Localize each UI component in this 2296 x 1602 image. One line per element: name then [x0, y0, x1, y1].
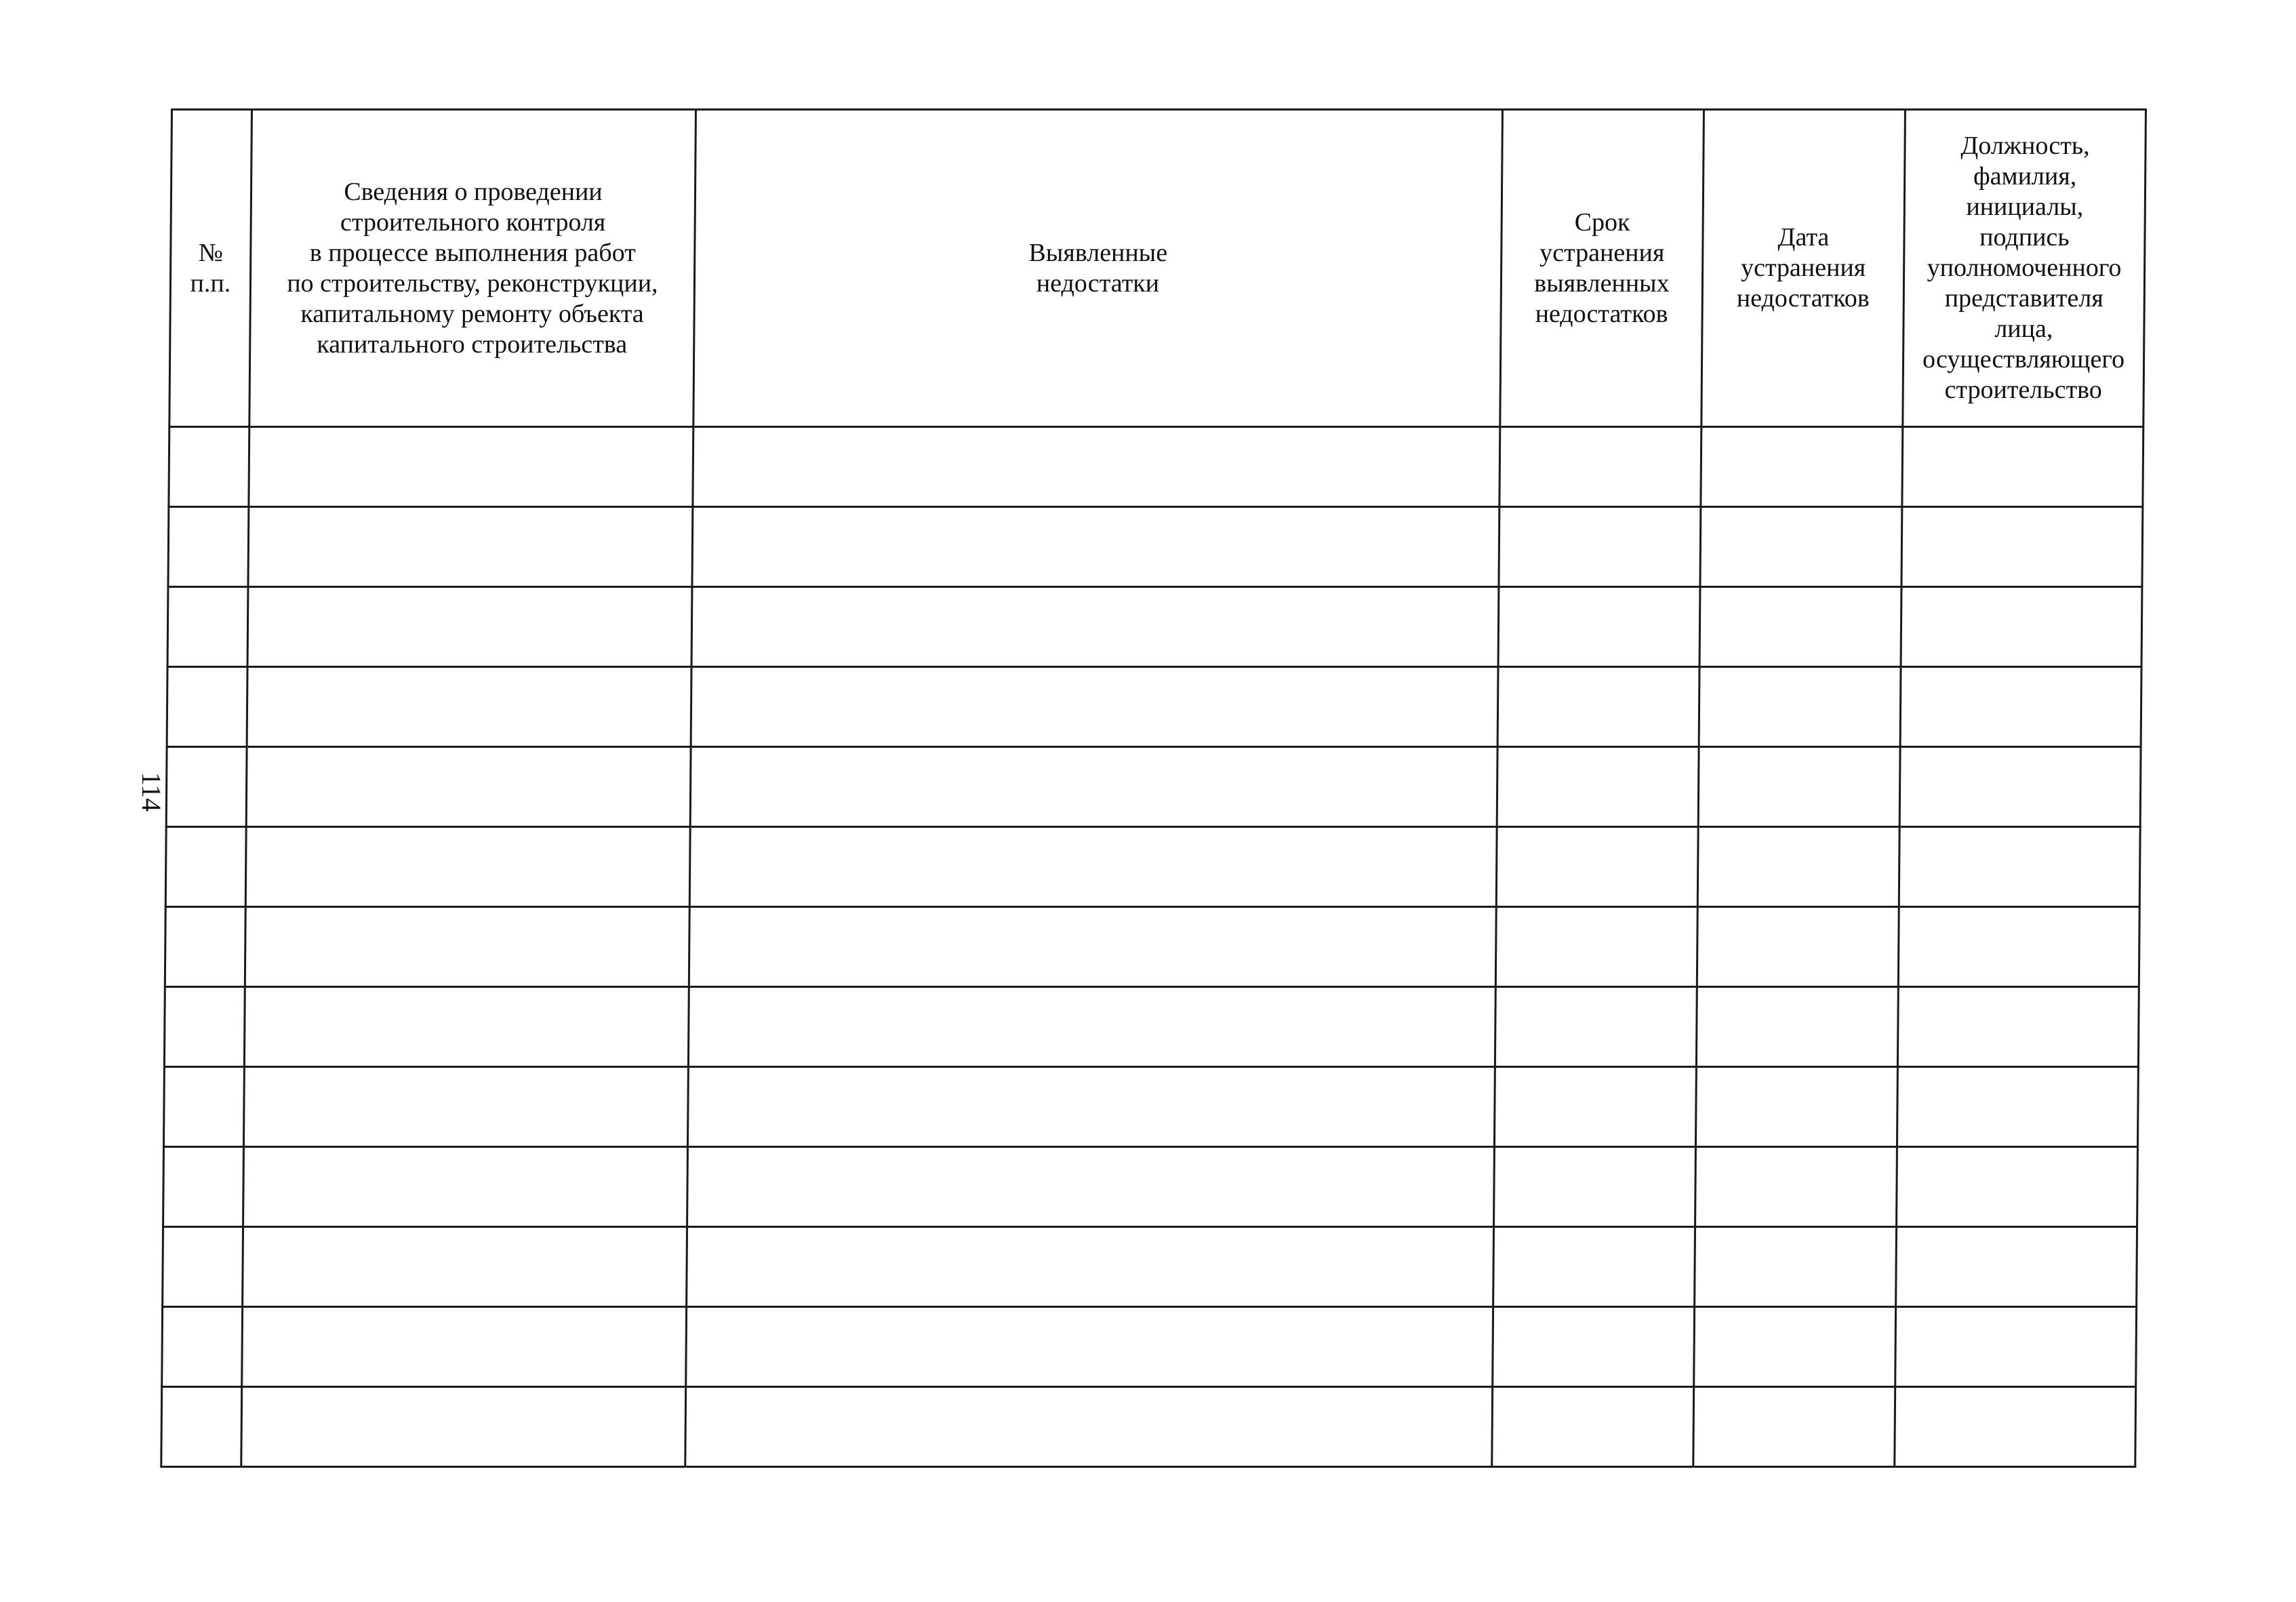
cell-row-number: [166, 747, 247, 827]
cell-inspection-info: [247, 587, 692, 667]
table-row: [161, 1387, 2136, 1467]
cell-inspection-info: [245, 907, 689, 987]
cell-identified-defects: [693, 427, 1500, 507]
cell-elimination-date: [1701, 427, 1903, 507]
cell-row-number: [168, 507, 249, 587]
header-elimination-date: Дата устранения недостатков: [1701, 110, 1906, 427]
table-row: [169, 427, 2143, 507]
header-elimination-deadline: Срок устранения выявленных недостатков: [1500, 110, 1704, 427]
cell-elimination-date: [1694, 1307, 1896, 1387]
table-row: [163, 1067, 2138, 1147]
table-row: [167, 587, 2142, 667]
cell-row-number: [164, 987, 245, 1067]
cell-inspection-info: [243, 1147, 688, 1227]
header-inspection-info: Сведения о проведении строительного контроля в процессе выполнения работ по строительству, реконструкции, капитальному ремонту объекта капитального строительства: [249, 110, 696, 427]
cell-elimination-date: [1696, 987, 1898, 1067]
table-row: [162, 1307, 2137, 1387]
cell-elimination-deadline: [1495, 987, 1697, 1067]
cell-elimination-date: [1697, 827, 1899, 907]
cell-representative-signature: [1898, 907, 2139, 987]
cell-row-number: [167, 587, 248, 667]
table-row: [163, 1147, 2138, 1227]
cell-row-number: [163, 1147, 244, 1227]
cell-inspection-info: [243, 1227, 687, 1307]
table-body: [161, 427, 2143, 1467]
cell-elimination-date: [1699, 587, 1901, 667]
cell-row-number: [165, 907, 245, 987]
cell-elimination-deadline: [1498, 587, 1700, 667]
cell-inspection-info: [246, 747, 691, 827]
cell-elimination-date: [1695, 1227, 1897, 1307]
cell-elimination-date: [1700, 507, 1902, 587]
cell-inspection-info: [244, 987, 689, 1067]
cell-elimination-deadline: [1492, 1387, 1694, 1467]
header-row-number: № п.п.: [169, 110, 252, 427]
cell-elimination-date: [1699, 667, 1901, 747]
cell-representative-signature: [1895, 1307, 2137, 1387]
table-header-row: [169, 110, 2146, 427]
cell-elimination-deadline: [1494, 1067, 1696, 1147]
cell-inspection-info: [247, 667, 691, 747]
cell-identified-defects: [689, 827, 1497, 907]
cell-elimination-deadline: [1499, 507, 1701, 587]
cell-row-number: [165, 827, 246, 907]
cell-elimination-deadline: [1497, 667, 1699, 747]
cell-representative-signature: [1901, 587, 2142, 667]
table-row: [166, 747, 2141, 827]
cell-representative-signature: [1902, 427, 2143, 507]
cell-inspection-info: [249, 427, 693, 507]
cell-inspection-info: [241, 1387, 686, 1467]
cell-elimination-deadline: [1495, 907, 1697, 987]
cell-inspection-info: [248, 507, 693, 587]
cell-representative-signature: [1901, 507, 2143, 587]
inspection-register-table: [160, 108, 2147, 1468]
cell-identified-defects: [691, 667, 1498, 747]
header-identified-defects: Выявленные недостатки: [693, 110, 1503, 427]
cell-identified-defects: [687, 1147, 1495, 1227]
cell-inspection-info: [245, 827, 690, 907]
cell-representative-signature: [1897, 1147, 2138, 1227]
cell-elimination-deadline: [1493, 1227, 1695, 1307]
cell-representative-signature: [1899, 827, 2140, 907]
table-row: [163, 1227, 2137, 1307]
cell-elimination-date: [1695, 1147, 1897, 1227]
cell-identified-defects: [690, 747, 1497, 827]
cell-representative-signature: [1899, 747, 2141, 827]
cell-row-number: [162, 1307, 243, 1387]
table-row: [164, 987, 2139, 1067]
cell-elimination-deadline: [1493, 1307, 1695, 1387]
cell-row-number: [163, 1227, 243, 1307]
cell-elimination-deadline: [1494, 1147, 1696, 1227]
header-representative-signature: Должность, фамилия, инициалы, подпись уполномоченного представителя лица, осуществляющего строительство: [1903, 110, 2146, 427]
table-row: [165, 907, 2139, 987]
cell-identified-defects: [687, 1067, 1495, 1147]
cell-elimination-deadline: [1497, 747, 1699, 827]
cell-inspection-info: [242, 1307, 687, 1387]
cell-representative-signature: [1895, 1387, 2136, 1467]
cell-row-number: [163, 1067, 244, 1147]
cell-elimination-deadline: [1499, 427, 1701, 507]
page-number: 114: [136, 772, 167, 812]
cell-elimination-date: [1693, 1387, 1895, 1467]
cell-representative-signature: [1900, 667, 2141, 747]
cell-representative-signature: [1897, 1067, 2138, 1147]
cell-elimination-date: [1698, 747, 1900, 827]
cell-identified-defects: [687, 1227, 1494, 1307]
cell-representative-signature: [1896, 1227, 2137, 1307]
cell-identified-defects: [686, 1307, 1493, 1387]
cell-elimination-date: [1695, 1067, 1897, 1147]
cell-identified-defects: [691, 587, 1499, 667]
cell-representative-signature: [1897, 987, 2139, 1067]
table-row: [167, 667, 2141, 747]
cell-identified-defects: [685, 1387, 1493, 1467]
table-row: [168, 507, 2143, 587]
table-row: [165, 827, 2140, 907]
cell-identified-defects: [688, 987, 1495, 1067]
cell-elimination-date: [1697, 907, 1899, 987]
cell-row-number: [161, 1387, 242, 1467]
cell-identified-defects: [692, 507, 1499, 587]
cell-inspection-info: [243, 1067, 688, 1147]
cell-elimination-deadline: [1496, 827, 1698, 907]
cell-row-number: [167, 667, 247, 747]
cell-row-number: [169, 427, 249, 507]
cell-identified-defects: [689, 907, 1496, 987]
